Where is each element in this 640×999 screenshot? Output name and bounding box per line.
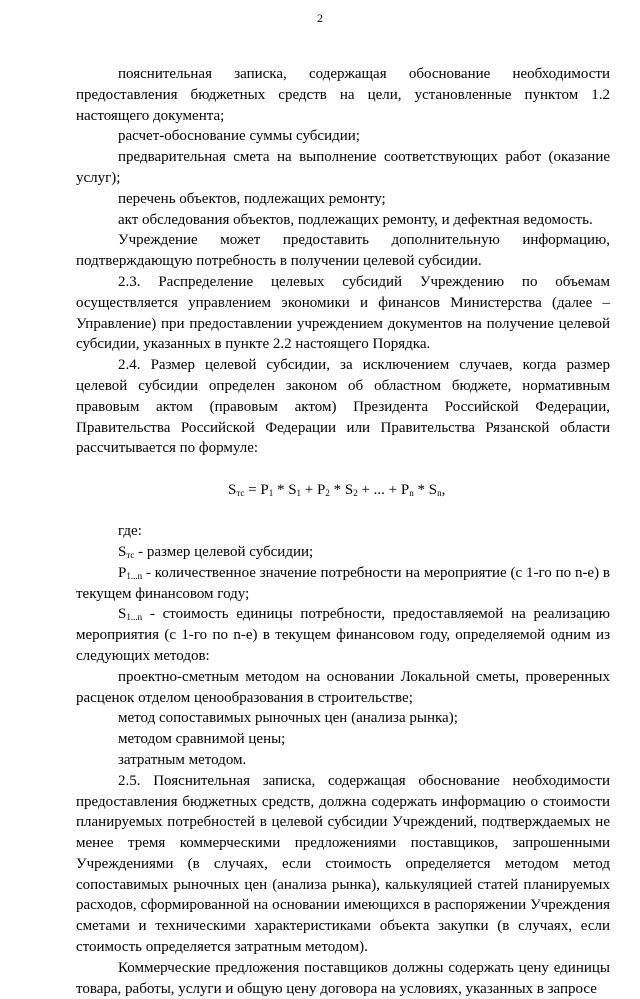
page-number: 2: [317, 11, 323, 25]
formula-subscript: n: [437, 488, 442, 499]
paragraph: проектно-сметным методом на основании Локальной сметы, проверенных расценок отделом ценообразования в строительстве;: [76, 668, 610, 706]
formula-end: ,: [441, 482, 446, 499]
def-subscript: 1...n: [126, 612, 143, 623]
formula-subscript: 1: [268, 488, 274, 499]
formula-symbol: S: [428, 482, 438, 499]
where-label: где:: [118, 523, 142, 540]
formula-symbol: S: [344, 482, 354, 499]
paragraph: 2.5. Пояснительная записка, содержащая обоснование необходимости предоставления бюджетных средств, должна содержать информацию о стоимости планируемых потребностей в целевой субсидии Учреждений, подтверждаемых не менее тремя коммерческими предложениями поставщиков, запрошенными Учреждениями (в случаях, если стоимость определяется методом метод сопоставимых рыночных цен (анализа рынка), калькуляцией статей планируемых расходов, сформированной на основании имеющихся в распоряжении Учреждения сметами и техническими характеристиками объекта закупки (в случаях, если стоимость определяется затратным методом).: [76, 772, 610, 956]
formula-dots: ...: [373, 482, 389, 499]
formula-operator: *: [329, 482, 345, 499]
def-symbol: S: [118, 606, 127, 623]
paragraph: 2.4. Размер целевой субсидии, за исключением случаев, когда размер целевой субсидии определен законом об областном бюджете, нормативным правовым актом (правовым актом) Президента Российской Федерации, Правительства Российской Федерации или Правительства Рязанской области рассчитывается по формуле:: [76, 357, 610, 457]
document-body: [76, 64, 610, 999]
formula-operator: +: [301, 482, 318, 499]
formula-operator: *: [413, 482, 429, 499]
paragraph: перечень объектов, подлежащих ремонту;: [118, 190, 386, 207]
paragraph: пояснительная записка, содержащая обоснование необходимости предоставления бюджетных средств на цели, установленные пунктом 1.2 настоящего документа;: [76, 66, 610, 124]
formula-symbol: P: [317, 482, 326, 499]
def-symbol: S: [118, 543, 127, 560]
paragraph: Учреждение может предоставить дополнительную информацию, подтверждающую потребность в получении целевой субсидии.: [76, 232, 610, 270]
subsidy-formula: [76, 479, 610, 501]
paragraph: акт обследования объектов, подлежащих ремонту, и дефектная ведомость.: [118, 211, 593, 228]
paragraph: расчет-обоснование суммы субсидии;: [118, 128, 360, 145]
paragraph: методом сравнимой цены;: [118, 731, 286, 748]
formula-symbol: P: [260, 482, 269, 499]
formula-symbol: P: [400, 482, 410, 499]
definition-p: [76, 563, 610, 605]
paragraph: Коммерческие предложения поставщиков должны содержать цену единицы товара, работы, услуги и общую цену договора на условиях, указанных в запросе: [76, 959, 610, 997]
formula-operator: *: [273, 482, 289, 499]
paragraph: затратным методом.: [118, 751, 247, 768]
definition-stc: [76, 542, 610, 563]
formula-symbol: S: [228, 482, 237, 499]
formula-operator: +: [357, 482, 374, 499]
formula-operator: =: [244, 482, 261, 499]
def-subscript: тс: [126, 549, 135, 560]
formula-symbol: S: [288, 482, 297, 499]
definition-s: [76, 604, 610, 666]
formula-subscript: тс: [236, 488, 245, 499]
def-text: - стоимость единицы потребности, предоставляемой на реализацию мероприятия (с 1-го по n-е) в текущем финансовом году, определяемой одним из следующих методов:: [76, 606, 610, 664]
formula-subscript: 1: [296, 488, 302, 499]
def-text: - размер целевой субсидии;: [134, 543, 314, 560]
formula-subscript: 2: [325, 488, 330, 499]
paragraph: 2.3. Распределение целевых субсидий Учреждению по объемам осуществляется управлением экономики и финансов Министерства (далее – Управление) при предоставлении учреждением документов на получение целевой субсидии, указанных в пункте 2.2 настоящего Порядка.: [76, 273, 610, 353]
paragraph: предварительная смета на выполнение соответствующих работ (оказание услуг);: [76, 149, 610, 186]
def-subscript: 1...n: [126, 570, 143, 581]
paragraph: метод сопоставимых рыночных цен (анализа рынка);: [118, 710, 458, 727]
def-text: - количественное значение потребности на мероприятие (с 1-го по n-е) в текущем финансовом году;: [76, 564, 610, 602]
formula-subscript: n: [409, 488, 414, 499]
formula-operator: +: [388, 482, 401, 499]
def-symbol: P: [118, 564, 127, 581]
formula-subscript: 2: [353, 488, 358, 499]
